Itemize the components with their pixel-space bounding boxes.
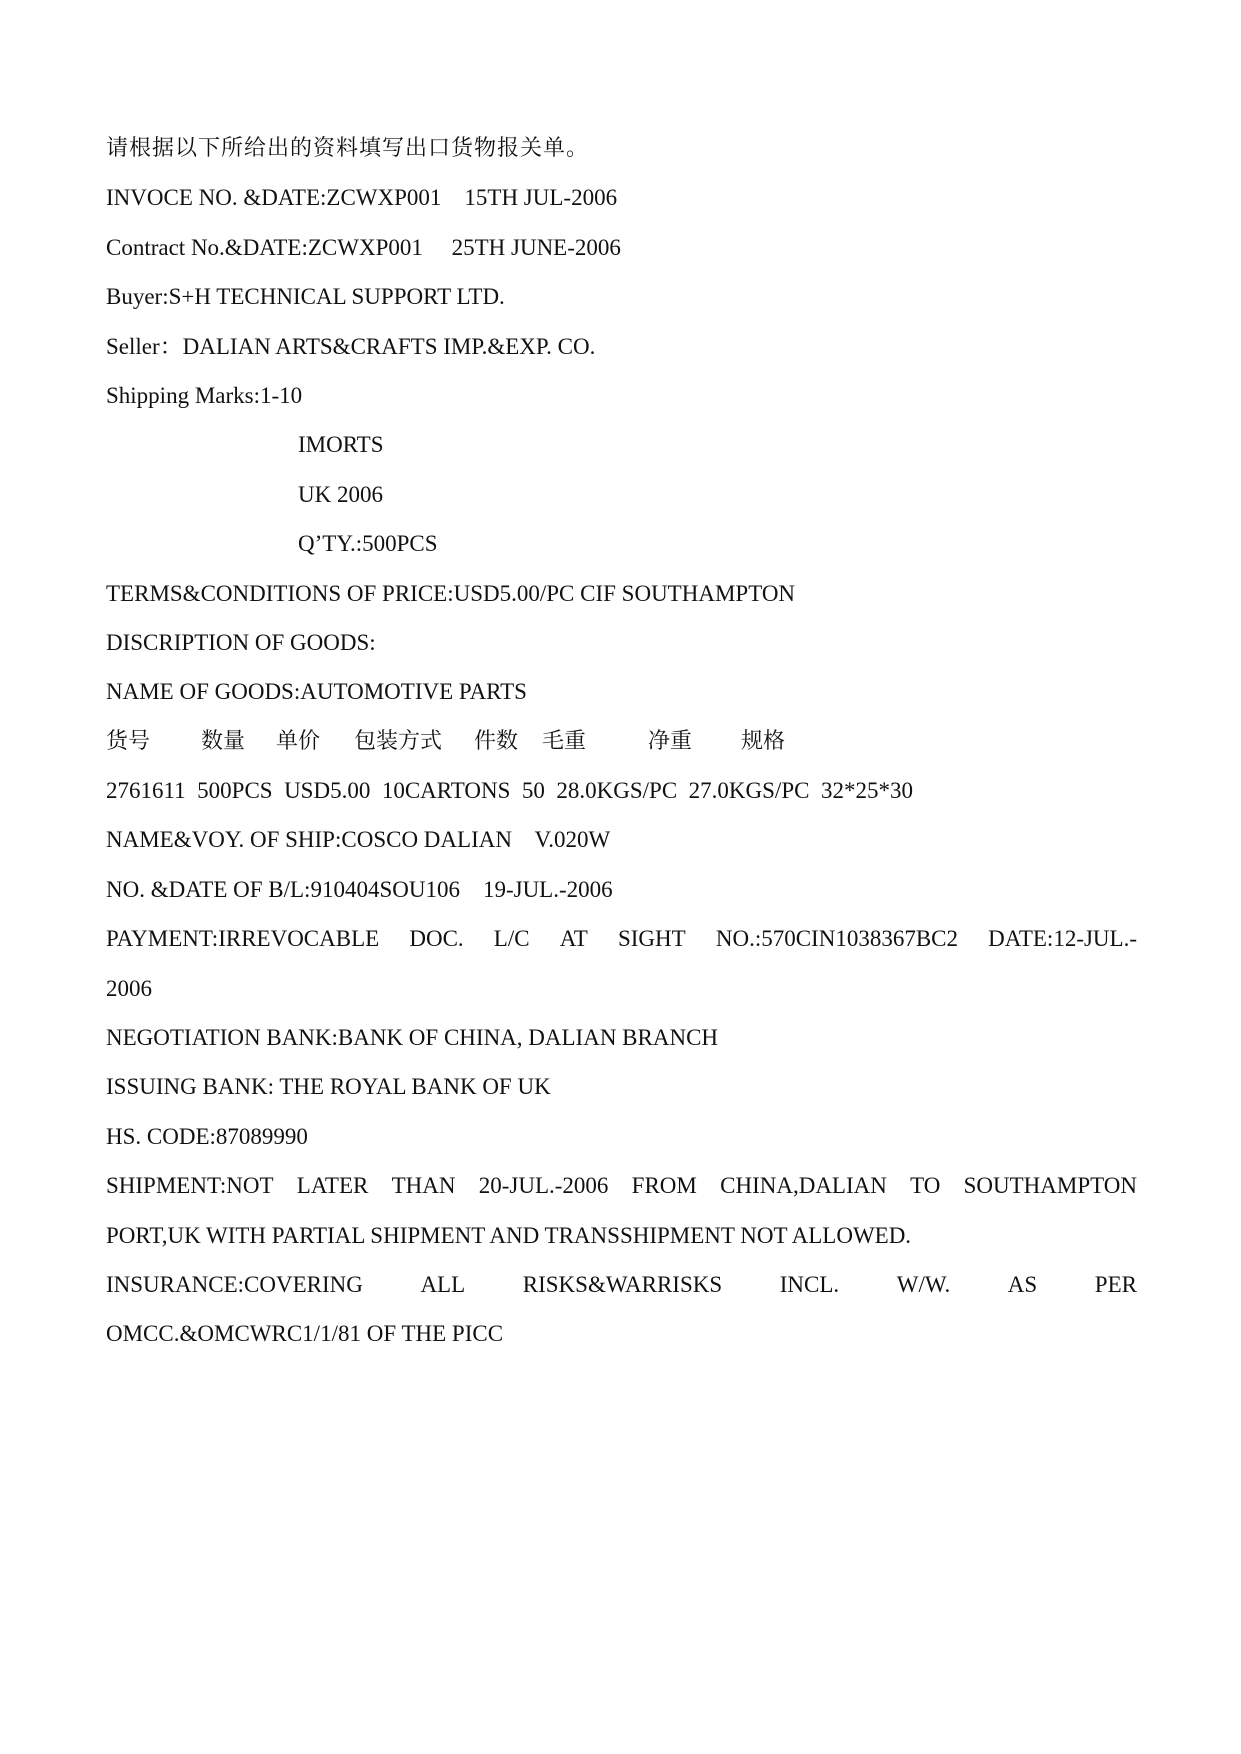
shipping-mark-line: IMORTS bbox=[298, 432, 384, 458]
contract-line: Contract No.&DATE:ZCWXP001 25TH JUNE-2006 bbox=[106, 234, 621, 260]
goods-header-cell: 净重 bbox=[648, 728, 693, 754]
negotiation-bank-line: NEGOTIATION BANK:BANK OF CHINA, DALIAN BRANCH bbox=[106, 1025, 719, 1051]
insurance-word: INCL. bbox=[779, 1271, 840, 1297]
shipping-mark-line: Q’TY.:500PCS bbox=[298, 531, 438, 557]
document-page bbox=[106, 124, 1137, 1359]
insurance-word: AS bbox=[1007, 1271, 1038, 1297]
goods-header-cell: 件数 bbox=[474, 728, 519, 754]
payment-line-continued: 2006 bbox=[106, 975, 152, 1001]
shipping-mark-line: UK 2006 bbox=[298, 481, 383, 507]
ship-line: NAME&VOY. OF SHIP:COSCO DALIAN V.020W bbox=[106, 827, 611, 853]
shipment-word: LATER bbox=[296, 1173, 369, 1199]
issuing-bank-line: ISSUING BANK: THE ROYAL BANK OF UK bbox=[106, 1074, 551, 1100]
payment-word: DATE:12-JUL.- bbox=[988, 926, 1137, 952]
payment-line bbox=[106, 914, 1137, 963]
shipment-line bbox=[106, 1161, 1137, 1210]
goods-table-header bbox=[106, 717, 1137, 766]
goods-header-cell: 规格 bbox=[741, 728, 786, 754]
shipment-word: FROM bbox=[631, 1173, 697, 1199]
name-of-goods-line: NAME OF GOODS:AUTOMOTIVE PARTS bbox=[106, 679, 527, 705]
shipment-word: CHINA,DALIAN bbox=[720, 1173, 887, 1199]
insurance-word: W/W. bbox=[896, 1271, 951, 1297]
shipment-word: SHIPMENT:NOT bbox=[106, 1173, 274, 1199]
buyer-line: Buyer:S+H TECHNICAL SUPPORT LTD. bbox=[106, 284, 505, 310]
hs-code-line: HS. CODE:87089990 bbox=[106, 1123, 308, 1149]
instruction-text: 请根据以下所给出的资料填写出口货物报关单。 bbox=[106, 136, 590, 161]
goods-header-cell: 单价 bbox=[276, 728, 321, 754]
shipment-word: 20-JUL.-2006 bbox=[478, 1173, 609, 1199]
shipment-word: THAN bbox=[391, 1173, 456, 1199]
goods-header-cell: 毛重 bbox=[542, 728, 587, 754]
shipment-word: SOUTHAMPTON bbox=[963, 1173, 1137, 1199]
payment-word: L/C bbox=[493, 926, 530, 952]
goods-table-row: 2761611 500PCS USD5.00 10CARTONS 50 28.0KGS/PC 27.0KGS/PC 32*25*30 bbox=[106, 778, 913, 804]
insurance-word: PER bbox=[1094, 1271, 1137, 1297]
terms-line: TERMS&CONDITIONS OF PRICE:USD5.00/PC CIF SOUTHAMPTON bbox=[106, 580, 796, 606]
invoice-line: INVOCE NO. &DATE:ZCWXP001 15TH JUL-2006 bbox=[106, 185, 618, 211]
insurance-line-continued: OMCC.&OMCWRC1/1/81 OF THE PICC bbox=[106, 1321, 504, 1347]
bill-of-lading-line: NO. &DATE OF B/L:910404SOU106 19-JUL.-2006 bbox=[106, 876, 613, 902]
payment-word: SIGHT bbox=[617, 926, 686, 952]
insurance-word: INSURANCE:COVERING bbox=[106, 1271, 363, 1297]
shipment-line-continued: PORT,UK WITH PARTIAL SHIPMENT AND TRANSSHIPMENT NOT ALLOWED. bbox=[106, 1222, 912, 1248]
goods-header-cell: 包装方式 bbox=[354, 728, 443, 754]
insurance-word: ALL bbox=[420, 1271, 466, 1297]
goods-header-cell: 数量 bbox=[201, 728, 246, 754]
seller-line: Seller：DALIAN ARTS&CRAFTS IMP.&EXP. CO. bbox=[106, 333, 596, 359]
shipping-marks-label: Shipping Marks:1-10 bbox=[106, 382, 303, 408]
description-line: DISCRIPTION OF GOODS: bbox=[106, 629, 376, 655]
payment-word: NO.:570CIN1038367BC2 bbox=[715, 926, 959, 952]
insurance-word: RISKS&WARRISKS bbox=[522, 1271, 723, 1297]
insurance-line bbox=[106, 1260, 1137, 1309]
goods-header-cell: 货号 bbox=[106, 728, 151, 754]
shipment-word: TO bbox=[910, 1173, 941, 1199]
payment-word: AT bbox=[559, 926, 588, 952]
payment-word: PAYMENT:IRREVOCABLE bbox=[106, 926, 380, 952]
payment-word: DOC. bbox=[409, 926, 464, 952]
